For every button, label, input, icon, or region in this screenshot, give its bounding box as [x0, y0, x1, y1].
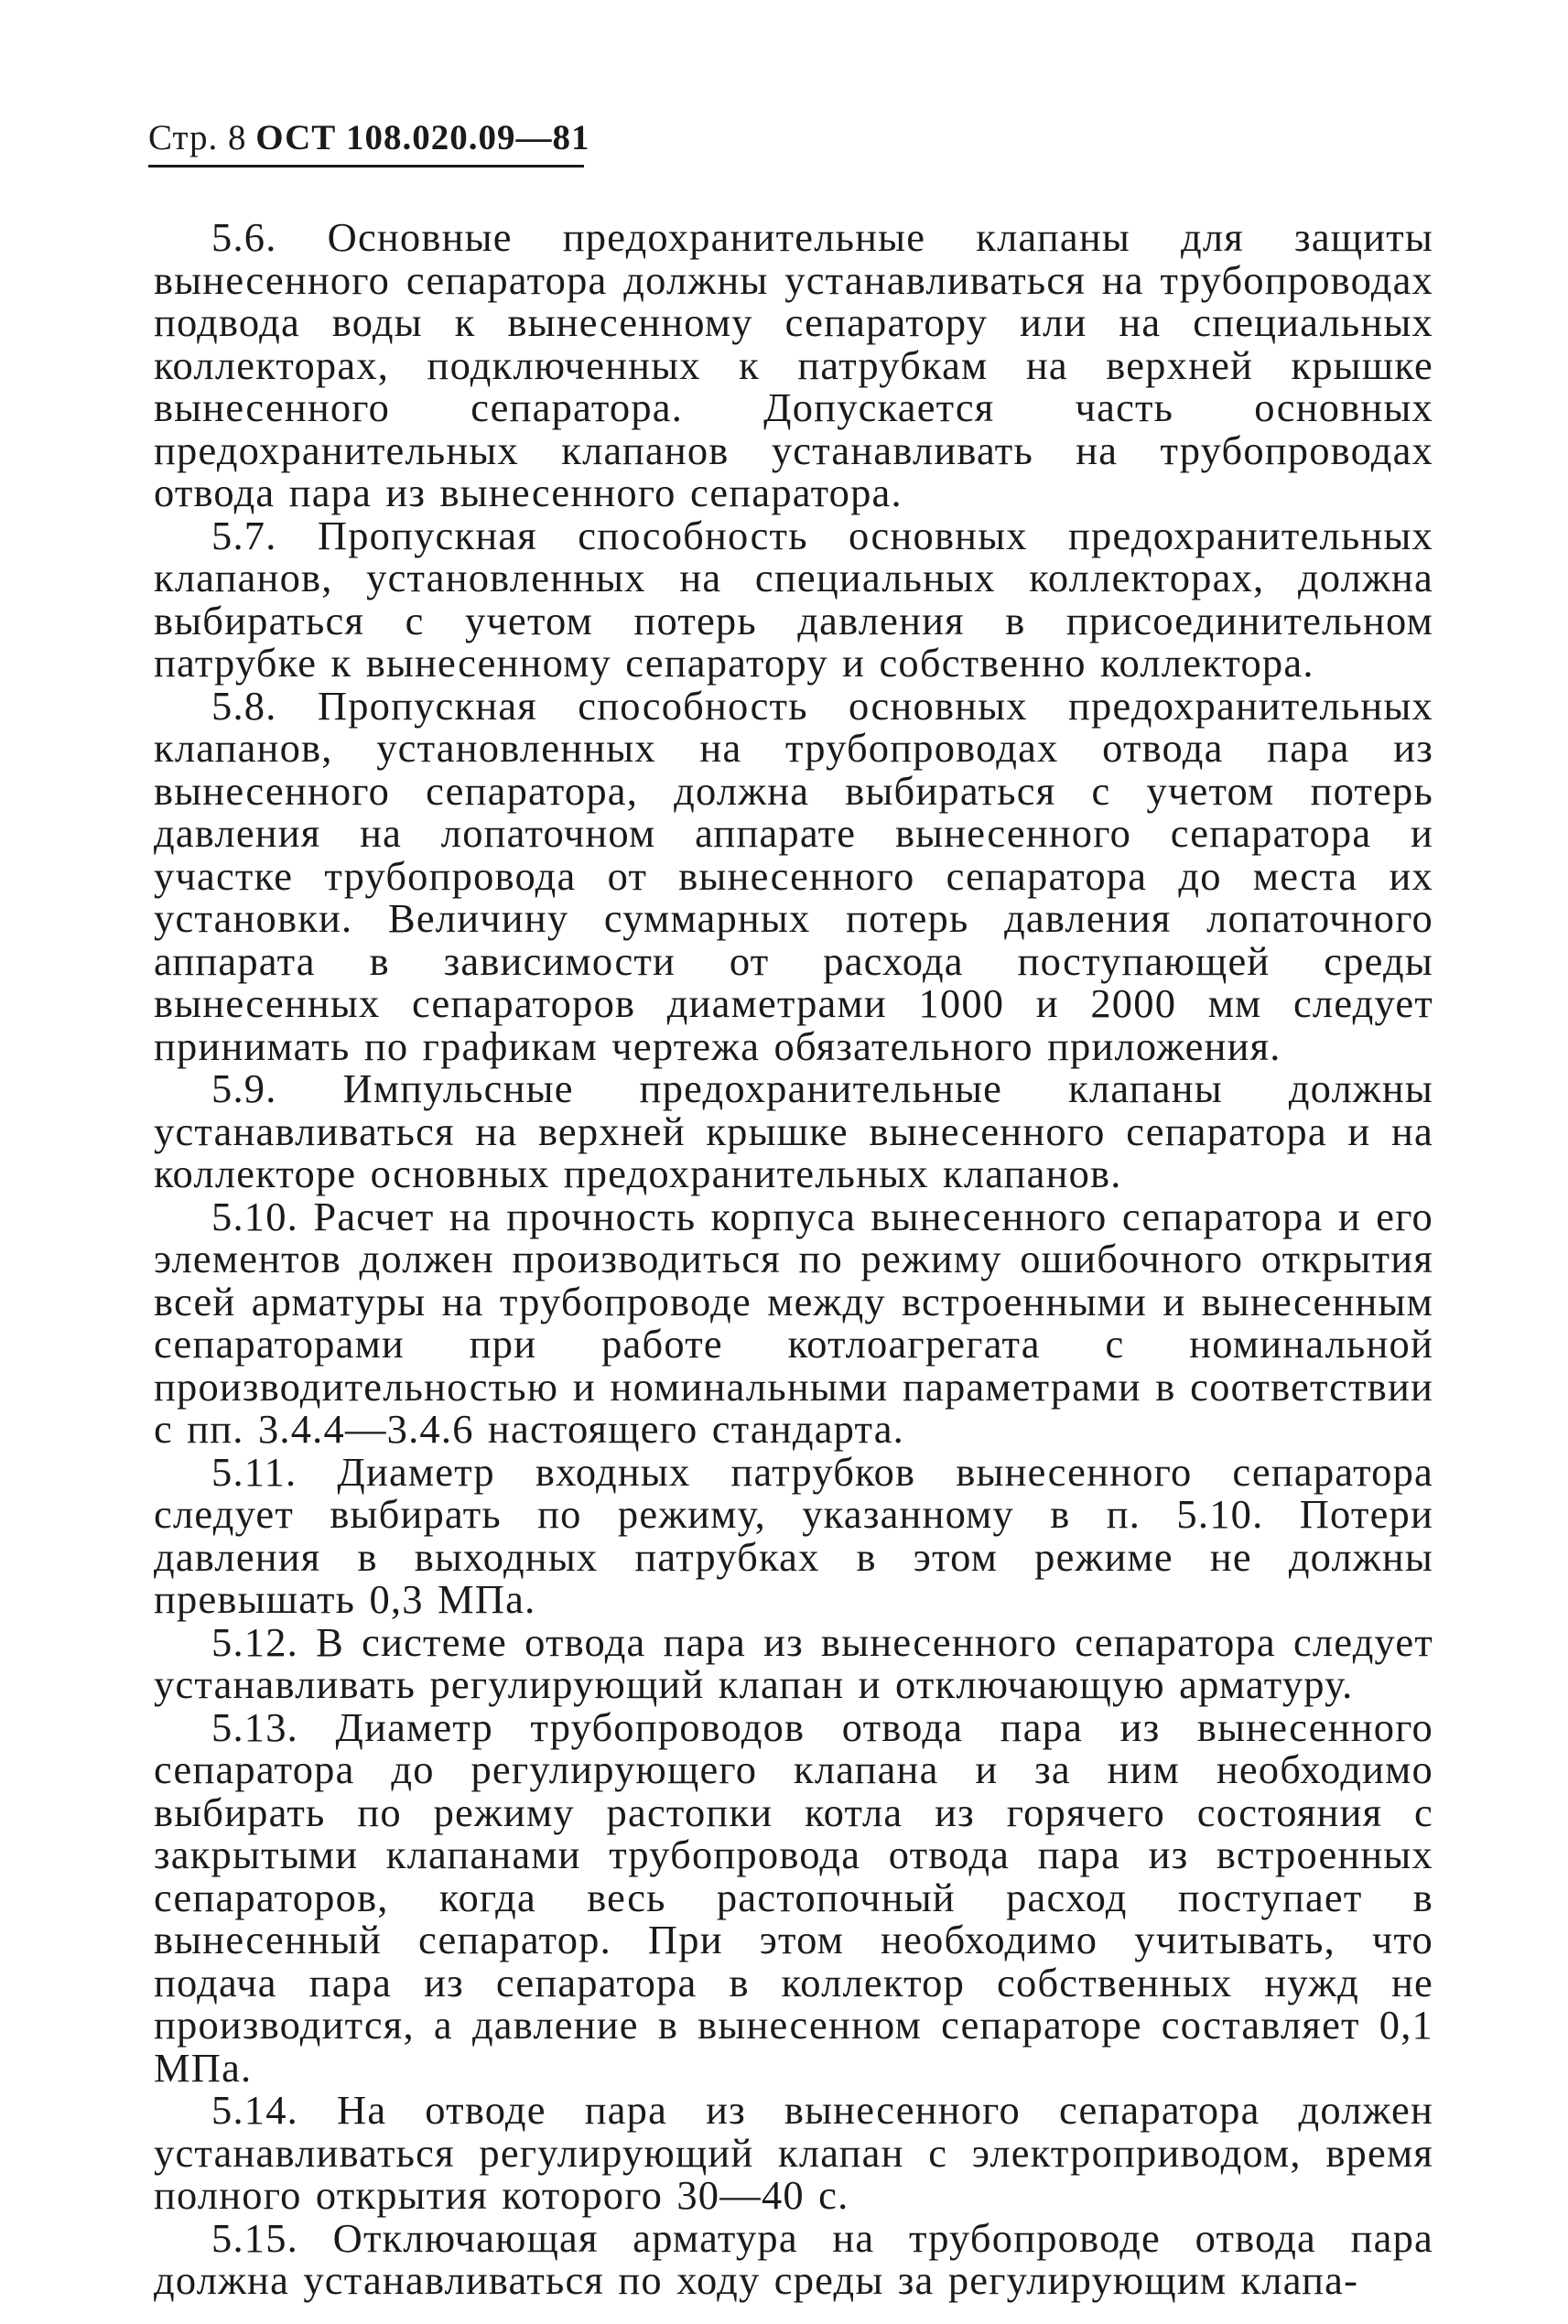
paragraph-5-15: 5.15. Отключающая арматура на трубопроводе отвода пара должна устанавливаться по ходу среды за регулирующим клапа- [154, 2214, 1433, 2303]
document-body [154, 216, 1433, 2302]
paragraph-5-12: 5.12. В системе отвода пара из вынесенного сепаратора следует устанавливать регулирующий клапан и отключающую арматуру. [154, 1618, 1433, 1707]
paragraph-5-7: 5.7. Пропускная способность основных предохранительных клапанов, установленных на специальных коллекторах, должна выбираться с учетом потерь давления в присоединительном патрубке к вынесенному сепаратору и собственно коллектора. [154, 512, 1433, 686]
paragraph-5-11: 5.11. Диаметр входных патрубков вынесенного сепаратора следует выбирать по режиму, указанному в п. 5.10. Потери давления в выходных патрубках в этом режиме не должны превышать 0,3 МПа. [154, 1448, 1433, 1622]
paragraph-5-10: 5.10. Расчет на прочность корпуса вынесенного сепаратора и его элементов должен производиться по режиму ошибочного открытия всей арматуры на трубопроводе между встроенными и вынесенным сепараторами при работе котлоагрегата с номинальной производительностью и номинальными параметрами в соответствии с пп. 3.4.4—3.4.6 настоящего стандарта. [154, 1193, 1433, 1452]
paragraph-5-9: 5.9. Импульсные предохранительные клапаны должны устанавливаться на верхней крышке вынесенного сепаратора и на коллекторе основных предохранительных клапанов. [154, 1065, 1433, 1196]
page-number: Стр. 8 [148, 118, 247, 157]
paragraph-5-8: 5.8. Пропускная способность основных предохранительных клапанов, установленных на трубопроводах отвода пара из вынесенного сепаратора, должна выбираться с учетом потерь давления на лопаточном аппарате вынесенного сепаратора и участке трубопровода от вынесенного сепаратора до места их установки. Величину суммарных потерь давления лопаточного аппарата в зависимости от расхода поступающей среды вынесенных сепараторов диаметрами 1000 и 2000 мм следует принимать по графикам чертежа обязательного приложения. [154, 682, 1433, 1069]
paragraph-5-13: 5.13. Диаметр трубопроводов отвода пара из вынесенного сепаратора до регулирующего клапана и за ним необходимо выбирать по режиму растопки котла из горячего состояния с закрытыми клапанами трубопровода отвода пара из встроенных сепараторов, когда весь растопочный расход поступает в вынесенный сепаратор. При этом необходимо учитывать, что подача пара из сепаратора в коллектор собственных нужд не производится, а давление в вынесенном сепараторе составляет 0,1 МПа. [154, 1703, 1433, 2091]
page-header [148, 117, 590, 159]
paragraph-5-6: 5.6. Основные предохранительные клапаны для защиты вынесенного сепаратора должны устанавливаться на трубопроводах подвода воды к вынесенному сепаратору или на специальных коллекторах, подключенных к патрубкам на верхней крышке вынесенного сепаратора. Допускается часть основных предохранительных клапанов устанавливать на трубопроводах отвода пара из вынесенного сепаратора. [154, 214, 1433, 515]
paragraph-5-14: 5.14. На отводе пара из вынесенного сепаратора должен устанавливаться регулирующий клапан с электроприводом, время полного открытия которого 30—40 с. [154, 2087, 1433, 2218]
header-underline [148, 165, 584, 168]
standard-number: ОСТ 108.020.09—81 [255, 118, 590, 157]
